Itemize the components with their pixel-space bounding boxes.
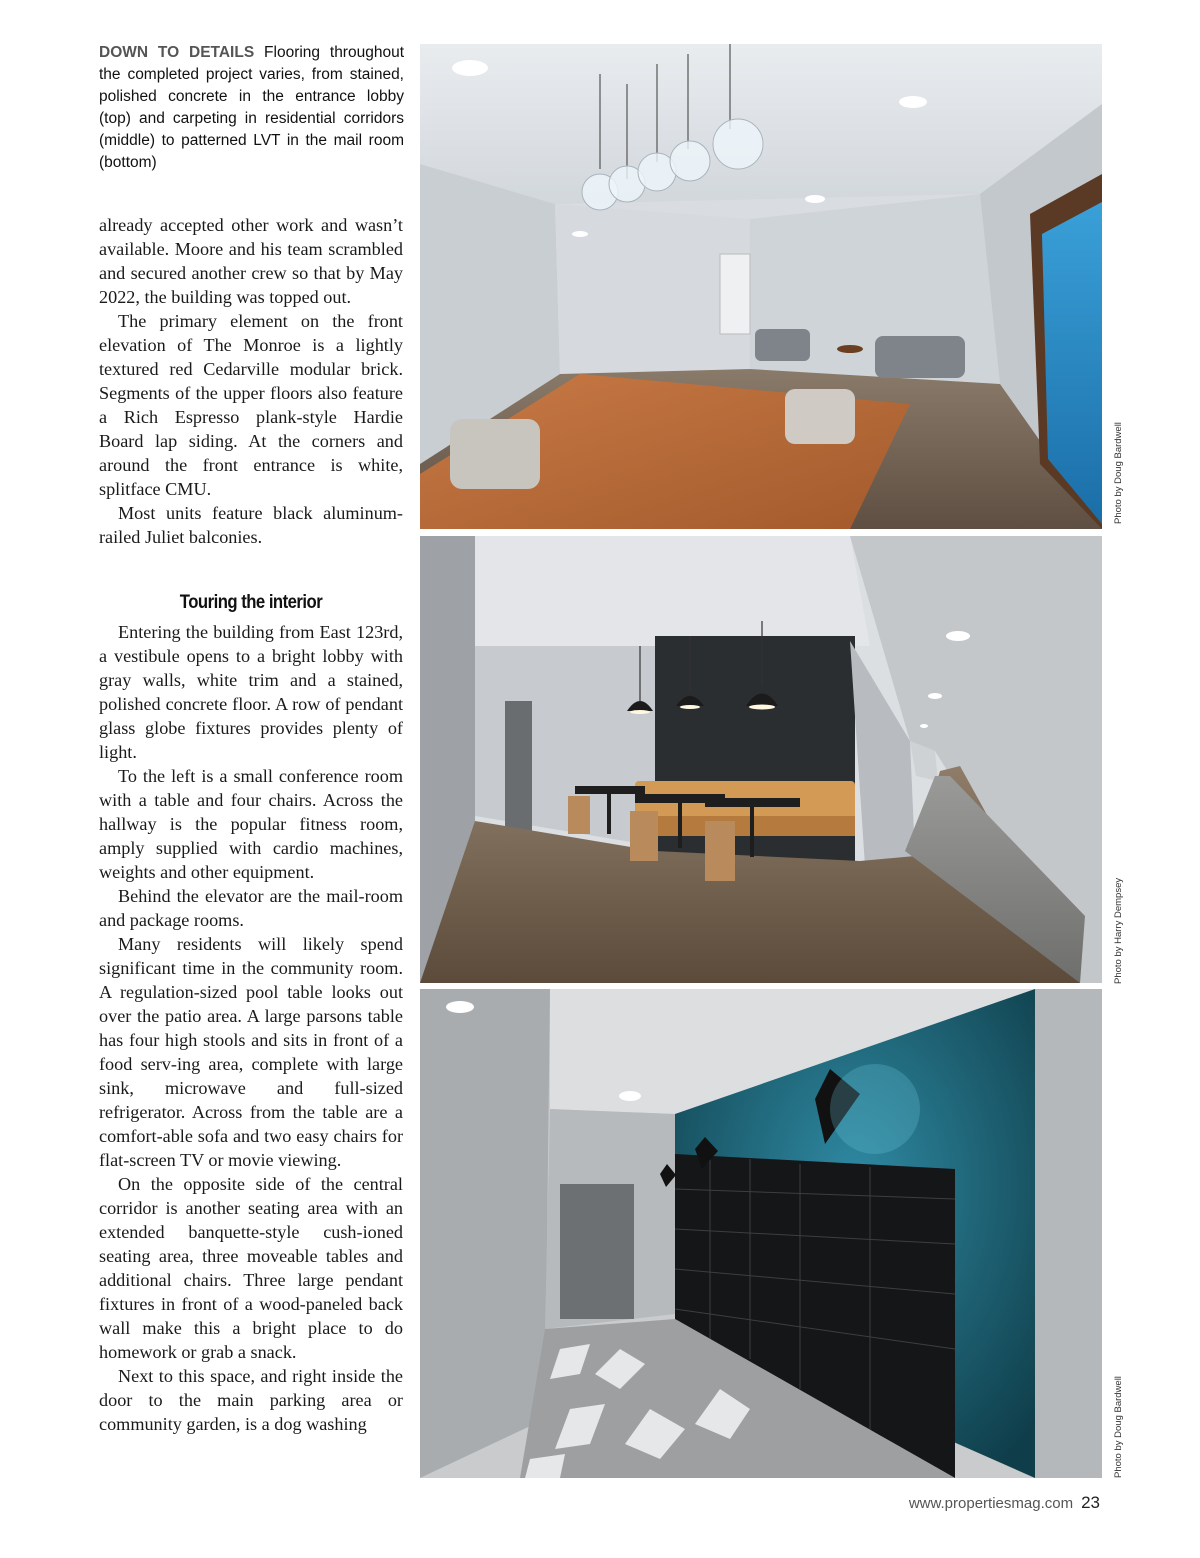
- article-paragraph: Many residents will likely spend significant time in the community room. A regulation-sized pool table looks out over the patio area. A large parsons table has four high stools and sits in front of a food serv-ing area, complete with large sink, microwave and full-sized refrigerator. Across from the table are a comfort-able sofa and two easy chairs for flat-screen TV or movie viewing.: [99, 934, 403, 1170]
- footer-url: www.propertiesmag.com: [908, 1495, 1074, 1512]
- article-paragraph: To the left is a small conference room with a table and four chairs. Across the hallway is the popular fitness room, amply supplied with cardio machines, weights and other equipment.: [99, 766, 403, 882]
- article-paragraph: Entering the building from East 123rd, a vestibule opens to a bright lobby with gray walls, white trim and a stained, polished concrete floor. A row of pendant glass globe fixtures provides plenty of light.: [99, 622, 403, 762]
- article-paragraph: Next to this space, and right inside the door to the main parking area or community garden, is a dog washing: [99, 1366, 403, 1434]
- photo-caption: [99, 42, 404, 174]
- article-paragraph: Behind the elevator are the mail-room and package rooms.: [99, 886, 403, 930]
- mail-room-photo: [420, 989, 1102, 1478]
- lobby-photo: [420, 44, 1102, 529]
- page-number: 23: [1081, 1493, 1100, 1512]
- photo-credit-middle: Photo by Harry Dempsey: [1113, 877, 1124, 984]
- article-paragraph: On the opposite side of the central corridor is another seating area with an extended banquette-style cush-ioned seating area, three moveable tables and additional chairs. Three large pendant fixtures in front of a wood-paneled back wall make this a bright place to do homework or grab a snack.: [99, 1174, 403, 1362]
- caption-heading: DOWN TO DETAILS: [99, 44, 255, 61]
- article-paragraph: already accepted other work and wasn’t available. Moore and his team scrambled and secured another crew so that by May 2022, the building was topped out.: [99, 215, 403, 307]
- article-paragraph: The primary element on the front elevation of The Monroe is a lightly textured red Cedarville modular brick. Segments of the upper floors also feature a Rich Espresso plank-style Hardie Board lap siding. At the corners and around the front entrance is white, splitface CMU.: [99, 311, 403, 499]
- photo-credit-bottom: Photo by Doug Bardwell: [1113, 1376, 1124, 1478]
- page-footer: [909, 1493, 1100, 1513]
- article-paragraph: Most units feature black aluminum-railed Juliet balconies.: [99, 503, 403, 547]
- photo-credit-top: Photo by Doug Bardwell: [1113, 422, 1124, 524]
- article-column-top: [99, 213, 403, 549]
- corridor-seating-photo: [420, 536, 1102, 983]
- caption-text: Flooring throughout the completed project varies, from stained, polished concrete in the entrance lobby (top) and carpeting in residential corridors (middle) to patterned LVT in the mail room (bottom): [99, 44, 405, 171]
- section-subhead: Touring the interior: [179, 592, 323, 613]
- article-column-bottom: [99, 620, 403, 1436]
